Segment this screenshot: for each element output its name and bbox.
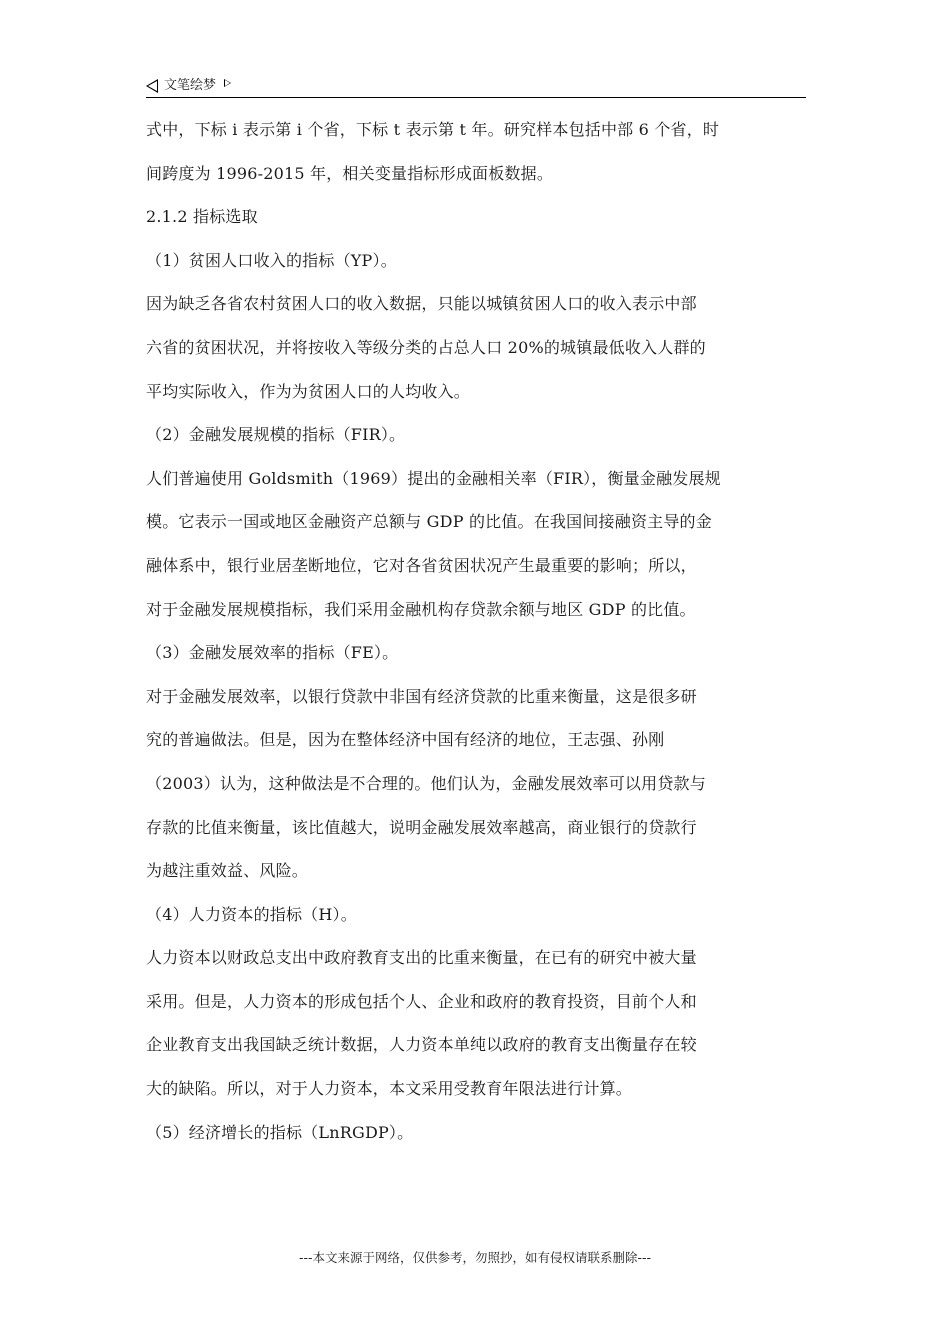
text-line: 究的普遍做法。但是，因为在整体经济中国有经济的地位，王志强、孙刚 bbox=[146, 730, 665, 750]
subheading: （4）人力资本的指标（H）。 bbox=[146, 904, 357, 924]
header-rule bbox=[146, 97, 806, 98]
subheading: （5）经济增长的指标（LnRGDP）。 bbox=[146, 1122, 414, 1142]
header-brand-text: 文笔绘梦 bbox=[164, 78, 217, 93]
document-body bbox=[146, 108, 806, 1154]
text-line: 采用。但是，人力资本的形成包括个人、企业和政府的教育投资，目前个人和 bbox=[146, 991, 697, 1011]
text-line: 人力资本以财政总支出中政府教育支出的比重来衡量，在已有的研究中被大量 bbox=[146, 948, 697, 968]
triangle-right-icon bbox=[224, 79, 231, 87]
text-line: 对于金融发展规模指标，我们采用金融机构存贷款余额与地区 GDP 的比值。 bbox=[146, 599, 696, 619]
page-header bbox=[146, 74, 806, 98]
triangle-left-icon bbox=[146, 79, 158, 93]
text-line: 对于金融发展效率，以银行贷款中非国有经济贷款的比重来衡量，这是很多研 bbox=[146, 686, 697, 706]
page-footer: ---本文来源于网络，仅供参考，勿照抄，如有侵权请联系删除--- bbox=[298, 1250, 652, 1265]
section-heading: 2.1.2 指标选取 bbox=[146, 207, 258, 227]
text-line: 人们普遍使用 Goldsmith（1969）提出的金融相关率（FIR），衡量金融发展规 bbox=[146, 468, 721, 488]
header-brand bbox=[146, 74, 231, 98]
text-line: 模。它表示一国或地区金融资产总额与 GDP 的比值。在我国间接融资主导的金 bbox=[146, 512, 712, 532]
text-line: 融体系中，银行业居垄断地位，它对各省贫困状况产生最重要的影响；所以， bbox=[146, 555, 697, 575]
text-line: 因为缺乏各省农村贫困人口的收入数据，只能以城镇贫困人口的收入表示中部 bbox=[146, 294, 697, 314]
text-line: 存款的比值来衡量，该比值越大，说明金融发展效率越高，商业银行的贷款行 bbox=[146, 817, 697, 837]
text-line: 间跨度为 1996-2015 年，相关变量指标形成面板数据。 bbox=[146, 163, 554, 183]
text-line: 六省的贫困状况，并将按收入等级分类的占总人口 20%的城镇最低收入人群的 bbox=[146, 337, 706, 357]
text-line: 企业教育支出我国缺乏统计数据，人力资本单纯以政府的教育支出衡量存在较 bbox=[146, 1035, 697, 1055]
text-line: （2003）认为，这种做法是不合理的。他们认为，金融发展效率可以用贷款与 bbox=[146, 773, 706, 793]
text-line: 大的缺陷。所以，对于人力资本，本文采用受教育年限法进行计算。 bbox=[146, 1079, 633, 1099]
text-line: 为越注重效益、风险。 bbox=[146, 861, 309, 881]
subheading: （2）金融发展规模的指标（FIR）。 bbox=[146, 425, 406, 445]
subheading: （3）金融发展效率的指标（FE）。 bbox=[146, 643, 399, 663]
text-line: 式中，下标 i 表示第 i 个省，下标 t 表示第 t 年。研究样本包括中部 6 个省，时 bbox=[146, 120, 720, 139]
subheading: （1）贫困人口收入的指标（YP）。 bbox=[146, 250, 397, 270]
text-line: 平均实际收入，作为为贫困人口的人均收入。 bbox=[146, 381, 471, 401]
